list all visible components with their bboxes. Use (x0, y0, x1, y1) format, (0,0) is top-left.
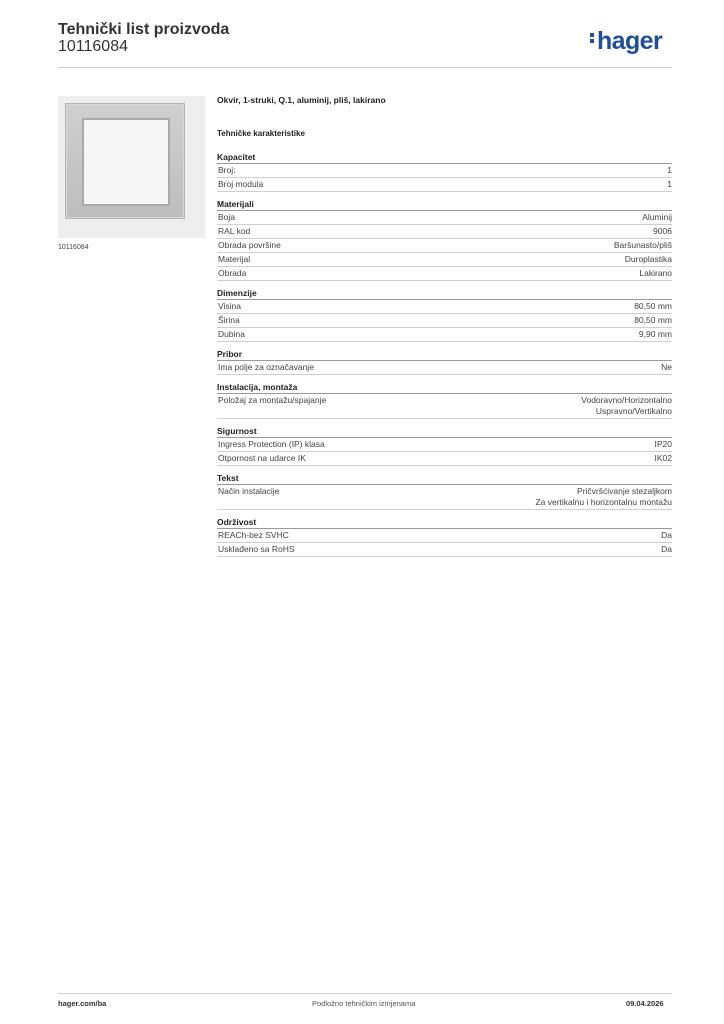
spec-value-line: 9006 (653, 226, 672, 236)
spec-row (217, 300, 672, 314)
spec-label: REACh-bez SVHC (218, 530, 289, 540)
spec-label: Usklađeno sa RoHS (218, 544, 295, 554)
spec-value (653, 226, 672, 237)
spec-value (614, 240, 672, 251)
section-title: Dimenzije (217, 287, 672, 300)
footer-date: 09.04.2026 (626, 999, 664, 1008)
spec-row (217, 314, 672, 328)
spec-value (581, 395, 672, 417)
spec-value-line: Za vertikalnu i horizontalnu montažu (535, 497, 672, 507)
spec-value-line: IK02 (654, 453, 672, 463)
spec-row (217, 211, 672, 225)
spec-label: Materijal (218, 254, 251, 264)
spec-value (639, 268, 672, 279)
spec-value-line: Pričvršćivanje stezaljkom (577, 486, 672, 496)
spec-section (217, 472, 672, 510)
section-title: Tekst (217, 472, 672, 485)
hager-logo (590, 27, 662, 56)
spec-value-line: 9,90 mm (638, 329, 672, 339)
spec-section (217, 287, 672, 342)
spec-row (217, 361, 672, 375)
logo-text: hager (597, 27, 663, 55)
spec-value-line: Da (661, 530, 672, 540)
spec-value-line: Baršunasto/pliš (613, 240, 672, 250)
spec-value (655, 439, 673, 450)
spec-section (217, 151, 672, 192)
footer-website: hager.com/ba (58, 999, 107, 1008)
spec-value (634, 315, 672, 326)
spec-value-line: Da (661, 544, 672, 554)
spec-label: RAL kod (218, 226, 251, 236)
spec-row (217, 267, 672, 281)
spec-value (661, 544, 672, 555)
page-title: Tehnički list proizvoda (58, 21, 230, 38)
spec-value-line: 1 (667, 179, 672, 189)
spec-section (217, 425, 672, 466)
spec-label: Visina (218, 301, 241, 311)
spec-row (217, 178, 672, 192)
spec-value (625, 254, 672, 265)
spec-value (642, 212, 672, 223)
spec-value (639, 329, 672, 340)
image-caption: 10116084 (58, 244, 89, 251)
header-divider (58, 67, 672, 68)
spec-section (217, 348, 672, 375)
spec-label: Obrada (218, 268, 247, 278)
spec-section (217, 381, 672, 419)
spec-label: Boja (218, 212, 236, 222)
spec-value-line: Vodoravno/Horizontalno (581, 395, 672, 405)
spec-value (667, 165, 672, 176)
section-title: Sigurnost (217, 425, 672, 438)
spec-row (217, 394, 672, 419)
spec-value-line: 80,50 mm (634, 301, 672, 311)
spec-value-line: 1 (667, 165, 672, 175)
spec-row (217, 164, 672, 178)
spec-section (217, 198, 672, 281)
spec-row (217, 485, 672, 510)
spec-row (217, 225, 672, 239)
spec-label: Položaj za montažu/spajanje (218, 395, 327, 405)
footer-note: Podložno tehničkim izmjenama (312, 999, 416, 1008)
spec-sections (217, 151, 672, 557)
spec-label: Ima polje za označavanje (218, 362, 314, 372)
spec-value (667, 179, 672, 190)
spec-row (217, 529, 672, 543)
spec-label: Širina (218, 315, 240, 325)
spec-value-line: 80,50 mm (634, 315, 672, 325)
spec-label: Broj modula (218, 179, 264, 189)
spec-value (661, 362, 672, 373)
spec-row (217, 239, 672, 253)
product-image (58, 96, 205, 238)
spec-value-line: Ne (661, 362, 672, 372)
spec-label: Otpornost na udarce IK (218, 453, 306, 463)
product-code: 10116084 (58, 38, 128, 55)
section-title: Instalacija, montaža (217, 381, 672, 394)
section-title: Pribor (217, 348, 672, 361)
spec-row (217, 543, 672, 557)
product-name: Okvir, 1-struki, Q.1, aluminij, pliš, lakirano (217, 95, 386, 105)
spec-row (217, 438, 672, 452)
section-title: Materijali (217, 198, 672, 211)
spec-label: Dubina (218, 329, 245, 339)
spec-value-line: Lakirano (639, 268, 672, 278)
spec-value (634, 301, 672, 312)
spec-section (217, 516, 672, 557)
section-title: Održivost (217, 516, 672, 529)
spec-label: Način instalacije (218, 486, 280, 496)
section-title: Kapacitet (217, 151, 672, 164)
spec-value-line: Aluminij (642, 212, 672, 222)
footer-divider (58, 993, 672, 994)
spec-label: Broj: (218, 165, 236, 175)
frame-icon (65, 103, 185, 219)
spec-row (217, 328, 672, 342)
spec-row (217, 452, 672, 466)
spec-value (661, 530, 672, 541)
spec-label: Ingress Protection (IP) klasa (218, 439, 325, 449)
logo-dots-icon (590, 31, 595, 45)
spec-value-line: Uspravno/Vertikalno (595, 406, 672, 416)
spec-value-line: IP20 (654, 439, 672, 449)
specs-content (217, 95, 672, 563)
spec-value (535, 486, 672, 508)
spec-label: Obrada površine (218, 240, 281, 250)
spec-value (655, 453, 673, 464)
spec-value-line: Duroplastika (624, 254, 672, 264)
characteristics-title: Tehničke karakteristike (217, 129, 305, 138)
spec-row (217, 253, 672, 267)
